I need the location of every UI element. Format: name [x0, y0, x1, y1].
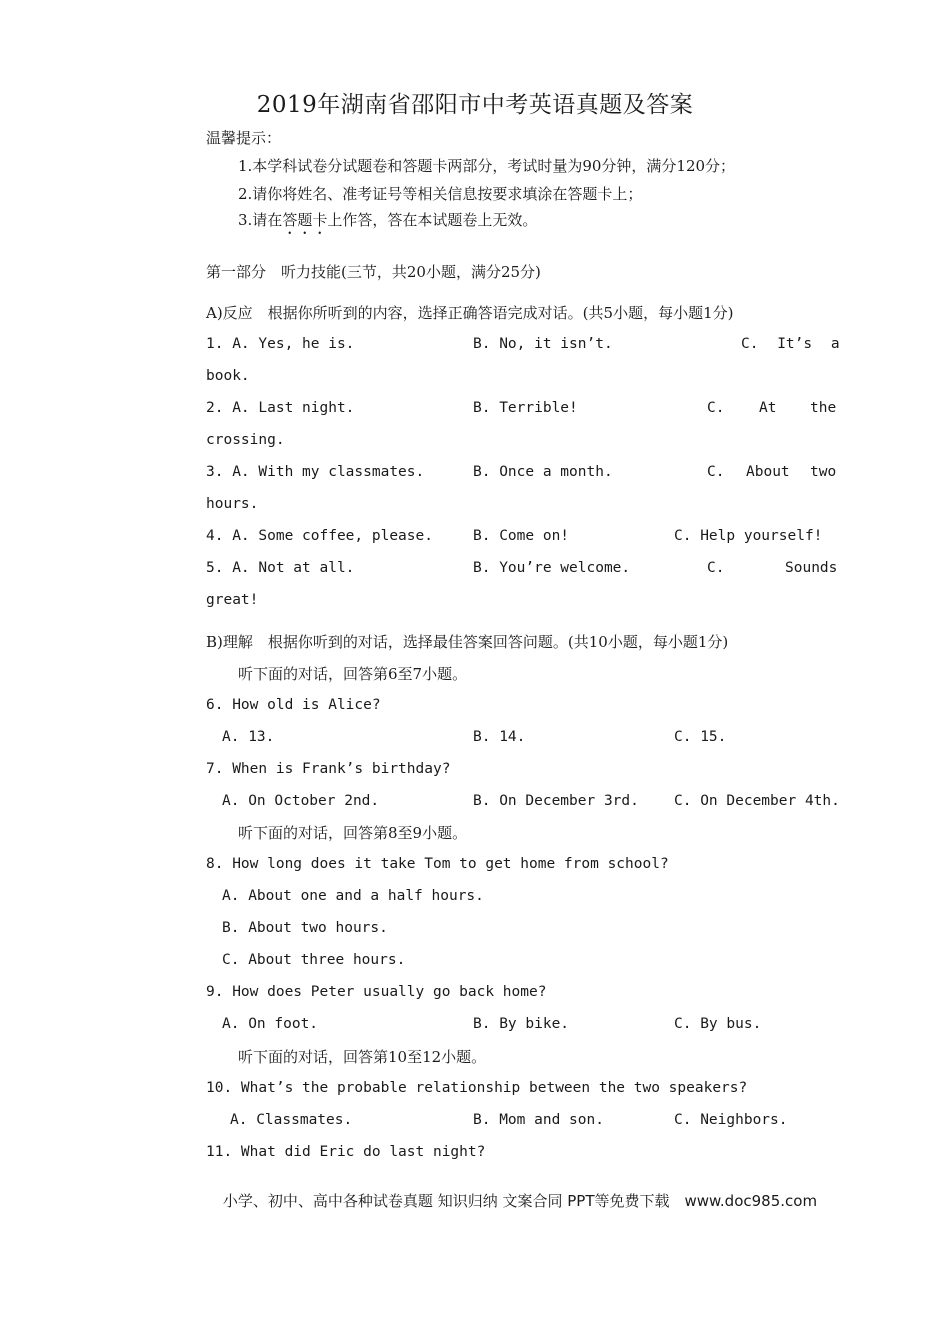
- q5-option-b: B. You’re welcome.: [473, 560, 631, 576]
- q1-option-c-cont: book.: [206, 368, 250, 384]
- q10-option-b: B. Mom and son.: [473, 1112, 604, 1128]
- q8-question: 8. How long does it take Tom to get home from school?: [206, 856, 669, 872]
- q8-option-b: B. About two hours.: [222, 920, 388, 936]
- q1-option-c: C. It’s a: [741, 336, 840, 352]
- q3-option-c-cont: hours.: [206, 496, 259, 512]
- q2-option-c-letter: C.: [707, 400, 725, 416]
- q6-question: 6. How old is Alice?: [206, 697, 381, 713]
- section-a-heading: A)反应 根据你所听到的内容，选择正确答语完成对话。(共5小题，每小题1分): [206, 304, 734, 322]
- q7-option-a: A. On October 2nd.: [222, 793, 380, 809]
- q3-option-c-word2: two: [810, 464, 837, 480]
- page-title: 2019年湖南省邵阳市中考英语真题及答案: [256, 92, 694, 118]
- q3-option-c-letter: C.: [707, 464, 725, 480]
- q8-option-c: C. About three hours.: [222, 952, 406, 968]
- q2-option-c-word2: the: [810, 400, 837, 416]
- listen-instruction-2: 听下面的对话，回答第8至9小题。: [238, 824, 468, 842]
- q3-option-c-word1: About: [746, 464, 790, 480]
- q6-option-c: C. 15.: [674, 729, 727, 745]
- tip-2: 2.请你将姓名、准考证号等相关信息按要求填涂在答题卡上；: [238, 185, 643, 203]
- q7-option-b: B. On December 3rd.: [473, 793, 639, 809]
- tip-3: 3.请在答题卡上作答，答在本试题卷上无效。: [238, 211, 538, 229]
- emphasis-answer-card: 答题卡: [282, 211, 328, 229]
- q2-option-c-word1: At: [759, 400, 777, 416]
- q3-option-b: B. Once a month.: [473, 464, 613, 480]
- q5-option-a: 5. A. Not at all.: [206, 560, 355, 576]
- q10-option-c: C. Neighbors.: [674, 1112, 788, 1128]
- listen-instruction-1: 听下面的对话，回答第6至7小题。: [238, 665, 468, 683]
- q7-question: 7. When is Frank’s birthday?: [206, 761, 451, 777]
- q9-question: 9. How does Peter usually go back home?: [206, 984, 547, 1000]
- q1-option-a: 1. A. Yes, he is.: [206, 336, 355, 352]
- tip-1: 1.本学科试卷分试题卷和答题卡两部分，考试时量为90分钟，满分120分；: [238, 157, 736, 175]
- q4-option-c: C. Help yourself!: [674, 528, 823, 544]
- q10-question: 10. What’s the probable relationship between the two speakers?: [206, 1080, 748, 1096]
- q11-question: 11. What did Eric do last night?: [206, 1144, 486, 1160]
- q9-option-a: A. On foot.: [222, 1016, 319, 1032]
- q9-option-b: B. By bike.: [473, 1016, 570, 1032]
- q5-option-c-cont: great!: [206, 592, 259, 608]
- q4-option-b: B. Come on!: [473, 528, 570, 544]
- q5-option-c-word: Sounds: [785, 560, 838, 576]
- q9-option-c: C. By bus.: [674, 1016, 762, 1032]
- q10-option-a: A. Classmates.: [230, 1112, 353, 1128]
- q8-option-a: A. About one and a half hours.: [222, 888, 484, 904]
- q5-option-c-letter: C.: [707, 560, 725, 576]
- q6-option-b: B. 14.: [473, 729, 526, 745]
- tips-heading: 温馨提示：: [206, 129, 282, 147]
- q7-option-c: C. On December 4th.: [674, 793, 840, 809]
- q6-option-a: A. 13.: [222, 729, 275, 745]
- section-b-heading: B)理解 根据你听到的对话，选择最佳答案回答问题。(共10小题，每小题1分): [206, 633, 729, 651]
- page-footer: 小学、初中、高中各种试卷真题 知识归纳 文案合同 PPT等免费下载 www.doc985.com: [222, 1192, 818, 1210]
- q2-option-a: 2. A. Last night.: [206, 400, 355, 416]
- q2-option-b: B. Terrible!: [473, 400, 578, 416]
- q3-option-a: 3. A. With my classmates.: [206, 464, 425, 480]
- q2-option-c-cont: crossing.: [206, 432, 285, 448]
- q1-option-b: B. No, it isn’t.: [473, 336, 613, 352]
- listen-instruction-3: 听下面的对话，回答第10至12小题。: [238, 1048, 487, 1066]
- q4-option-a: 4. A. Some coffee, please.: [206, 528, 433, 544]
- part1-heading: 第一部分 听力技能(三节，共20小题，满分25分): [206, 263, 541, 281]
